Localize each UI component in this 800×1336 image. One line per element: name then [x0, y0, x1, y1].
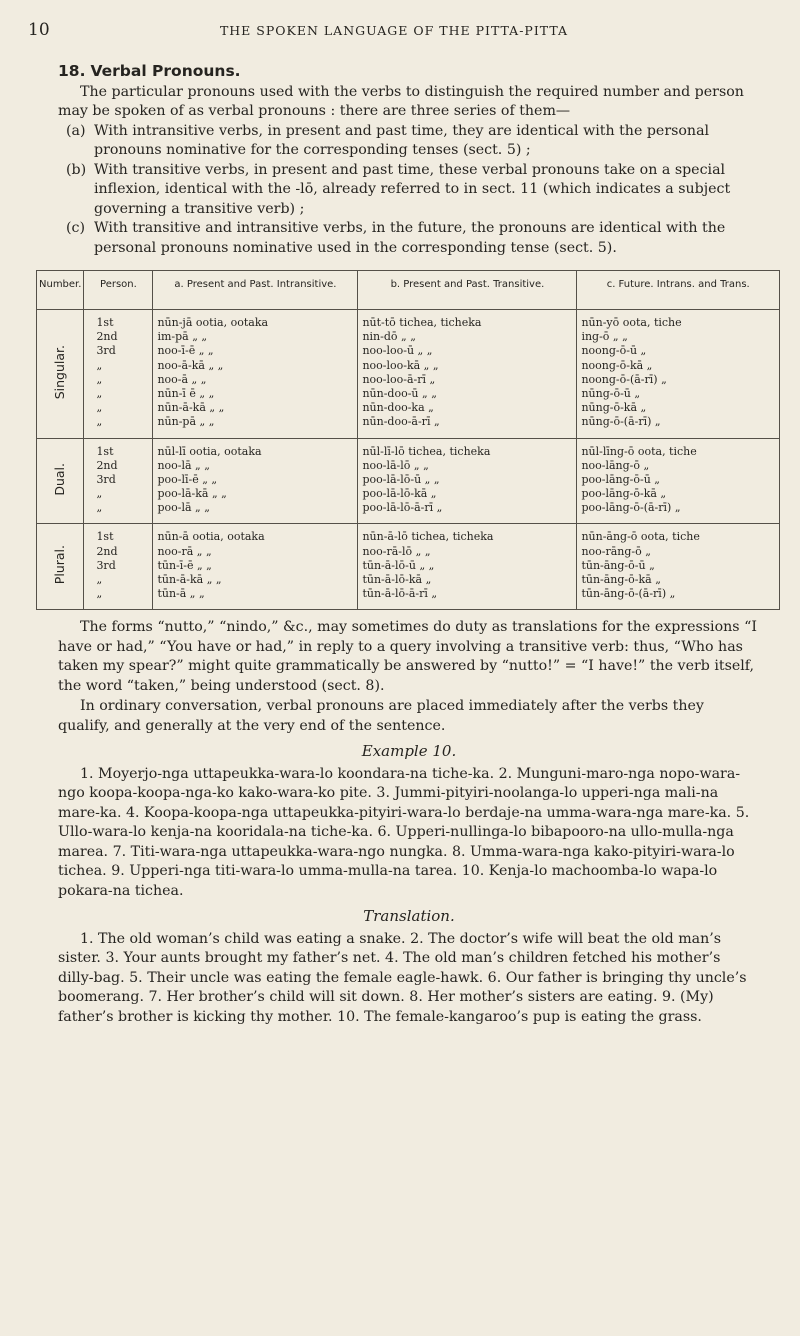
transitive-form-entry: poo-lā-lō-ā-rī „ [362, 501, 443, 515]
future-form-entry: noong-ō-kā „ [581, 358, 653, 372]
future-form-entry: noong-ō-ū „ [581, 344, 647, 358]
transitive-form-cell [358, 524, 577, 610]
future-form-entry: poo-lāng-ō-kā „ [581, 487, 667, 501]
future-form-cell [577, 438, 780, 524]
intransitive-form-entry: nūn-ā-kā „ „ [157, 401, 225, 415]
transitive-form-entry: nin-dō „ „ [362, 330, 416, 344]
future-form-cell [577, 310, 780, 439]
intransitive-form-cell [153, 438, 358, 524]
transitive-form-entry: noo-lā-lō „ „ [362, 458, 429, 472]
person-entry: „ [96, 587, 103, 601]
transitive-form-entry: nūt-tō tichea, ticheka [362, 316, 482, 329]
example-text: 1. Moyerjo-nga uttapeukka-wara-lo koondara-na tiche-ka. 2. Munguni-maro-nga nopo-wara-ngo koopa-koopa-nga-ko kako-wara-ko pite. 3. Jummi-pityiri-noolanga-lo upperi-nga mali-na mare-ka. 4. Koopa-koopa-nga uttapeukka-pityiri-wara-lo berdaje-na umma-wara-nga mare-ka. 5. Ullo-wara-lo kenja-na kooridala-na tiche-ka. 6. Upperi-nullinga-lo bibapooro-na ullo-mulla-nga marea. 7. Titi-wara-nga uttapeukka-wara-ngo nungka. 8. Umma-wara-nga kako-pityiri-wara-lo tichea. 9. Upperi-nga titi-wara-lo umma-mulla-na tarea. 10. Kenja-lo machoomba-lo wapa-lo pokara-na tichea. [58, 765, 750, 899]
intransitive-form-entry: nūn-ā ootia, ootaka [157, 530, 265, 544]
future-form-entry: tūn-āng-ō-kā „ [581, 573, 661, 586]
person-entry: 2nd [96, 544, 118, 558]
intransitive-form-cell [153, 524, 358, 610]
person-entry: „ [96, 386, 103, 400]
future-form-cell [577, 524, 780, 610]
future-form-entry: nūl-līng-ō oota, tiche [581, 444, 697, 458]
transitive-form-entry: poo-lā-lō-kā „ [362, 487, 437, 501]
page-number: 10 [28, 20, 50, 40]
future-form-entry: nūng-ō-kā „ [581, 401, 647, 415]
paragraph-conversation: In ordinary conversation, verbal pronouns are placed immediately after the verbs they qualify, and generally at the very end of the sentence. [58, 698, 704, 734]
number-cell [37, 310, 84, 439]
transitive-form-entry: nūn-doo-ka „ [362, 401, 434, 415]
future-form-entry: nūn-āng-ō oota, tiche [581, 530, 700, 544]
person-entry: „ [96, 415, 103, 429]
section-heading [58, 62, 760, 82]
future-form-entry: noo-rāng-ō „ [581, 544, 651, 558]
future-form-entry: ing-ō „ „ [581, 330, 628, 344]
rule-item [66, 122, 760, 161]
section-intro: The particular pronouns used with the verbs to distinguish the required number and person may be spoken of as verbal pronouns : there are three series of them— [58, 83, 744, 119]
person-entry: „ [96, 501, 103, 515]
intransitive-form-entry: noo-lā „ „ [157, 458, 210, 472]
future-form-entry: tūn-āng-ō-(ā-rī) „ [581, 587, 676, 601]
rule-label: (c) [66, 220, 86, 236]
rule-text: With transitive and intransitive verbs, in the future, the pronouns are identical with the personal pronouns nominative used in the corresponding tense (sect. 5). [94, 220, 726, 256]
page-header [28, 20, 760, 44]
intransitive-form-entry: nūl-lī ootia, ootaka [157, 444, 262, 458]
person-entry: „ [96, 401, 103, 415]
rule-list [58, 122, 760, 259]
rule-item [66, 219, 760, 258]
person-entry: „ [96, 358, 103, 372]
person-cell [84, 310, 153, 439]
transitive-form-entry: noo-loo-ā-rī „ [362, 372, 436, 386]
table-row [37, 438, 780, 524]
number-label: Plural. [52, 545, 68, 585]
transitive-form-entry: noo-loo-kā „ „ [362, 358, 439, 372]
transitive-form-cell [358, 438, 577, 524]
transitive-form-entry: poo-lā-lō-ū „ „ [362, 472, 440, 486]
intransitive-form-entry: nūn-jā ootia, ootaka [157, 316, 269, 329]
intransitive-form-entry: poo-lā-kā „ „ [157, 487, 227, 501]
intransitive-form-entry: noo-rā „ „ [157, 544, 212, 558]
person-entry: „ [96, 372, 103, 386]
person-entry: 1st [96, 316, 114, 329]
table-row [37, 524, 780, 610]
rule-text: With transitive verbs, in present and past time, these verbal pronouns take on a special inflexion, identical with the -lō, already referred to in sect. 11 (which indicates a subject governing a transitive verb) ; [94, 161, 731, 217]
intransitive-form-entry: noo-ā-kā „ „ [157, 358, 224, 372]
intransitive-form-entry: nūn-ī ē „ „ [157, 386, 215, 400]
col-header-b: b. Present and Past. Transitive. [358, 271, 577, 310]
page-body [39, 62, 760, 1027]
col-header-c: c. Future. Intrans. and Trans. [577, 271, 780, 310]
transitive-form-entry: nūn-doo-ā-rī „ [362, 415, 440, 429]
rule-text: With intransitive verbs, in present and past time, they are identical with the personal pronouns nominative for the corresponding tenses (sect. 5) ; [94, 122, 710, 158]
transitive-form-entry: noo-loo-ū „ „ [362, 344, 433, 358]
number-cell [37, 524, 84, 610]
rule-label: (a) [66, 122, 86, 139]
translation-heading: Translation. [363, 907, 455, 926]
person-entry: 3rd [96, 558, 116, 572]
future-form-entry: noo-lāng-ō „ [581, 458, 650, 472]
transitive-form-cell [358, 310, 577, 439]
paragraph-forms: The forms “nutto,” “nindo,” &c., may sometimes do duty as translations for the expressions “I have or had,” “You have or had,” in reply to a query involving a transitive verb: thus, “Who has taken my spear?” might quite grammatically be answered by “nutto!” = “I have!” the verb itself, the word “taken,” being understood (sect. 8). [58, 619, 757, 694]
person-entry: 3rd [96, 344, 116, 358]
example-heading: Example 10. [361, 742, 457, 761]
intransitive-form-entry: noo-ī-ē „ „ [157, 344, 214, 358]
intransitive-form-entry: tūn-ā-kā „ „ [157, 573, 222, 586]
person-entry: 2nd [96, 458, 118, 472]
intransitive-form-entry: poo-lī-ē „ „ [157, 472, 218, 486]
person-cell [84, 438, 153, 524]
person-entry: 3rd [96, 472, 116, 486]
intransitive-form-cell [153, 310, 358, 439]
future-form-entry: noong-ō-(ā-rī) „ [581, 372, 667, 386]
intransitive-form-entry: noo-ā „ „ [157, 372, 207, 386]
running-title: THE SPOKEN LANGUAGE OF THE PITTA-PITTA [219, 23, 569, 38]
future-form-entry: tūn-āng-ō-ū „ [581, 558, 655, 572]
section-title: Verbal Pronouns. [90, 62, 241, 80]
verbal-pronoun-table [36, 270, 780, 610]
transitive-form-entry: nūl-lī-lō tichea, ticheka [362, 444, 491, 458]
col-header-a: a. Present and Past. Intransitive. [153, 271, 358, 310]
transitive-form-entry: tūn-ā-lō-ā-rī „ [362, 587, 438, 601]
intransitive-form-entry: tūn-ī-ē „ „ [157, 558, 212, 572]
rule-label: (b) [66, 161, 87, 178]
person-entry: „ [96, 573, 103, 586]
intransitive-form-entry: nūn-pā „ „ [157, 415, 215, 429]
number-cell [37, 438, 84, 524]
person-entry: 1st [96, 530, 114, 544]
person-entry: 1st [96, 444, 114, 458]
future-form-entry: poo-lāng-ō-(ā-rī) „ [581, 501, 681, 515]
future-form-entry: nūng-ō-ū „ [581, 386, 641, 400]
col-header-number: Number. [37, 271, 84, 310]
transitive-form-entry: tūn-ā-lō-kā „ [362, 573, 432, 586]
future-form-entry: nūng-ō-(ā-rī) „ [581, 415, 661, 429]
translation-text: 1. The old woman’s child was eating a snake. 2. The doctor’s wife will beat the old man’s sister. 3. Your aunts brought my father’s net. 4. The old man’s children fetched his mother’s dilly-bag. 5. Their uncle was eating the female eagle-hawk. 6. Our father is bringing thy uncle’s boomerang. 7. Her brother’s child will sit down. 8. Her mother’s sisters are eating. 9. (My) father’s brother is kicking thy mother. 10. The female-kangaroo’s pup is eating the grass. [58, 930, 747, 1025]
table-row [37, 310, 780, 439]
transitive-form-entry: tūn-ā-lō-ū „ „ [362, 558, 435, 572]
number-label: Dual. [52, 462, 68, 496]
intransitive-form-entry: poo-lā „ „ [157, 501, 210, 515]
section-number: 18. [58, 62, 86, 80]
future-form-entry: poo-lāng-ō-ū „ [581, 472, 660, 486]
table-header-row [37, 271, 780, 310]
transitive-form-entry: nūn-doo-ū „ „ [362, 386, 437, 400]
intransitive-form-entry: im-pā „ „ [157, 330, 208, 344]
number-label: Singular. [52, 344, 68, 399]
table-body [37, 310, 780, 610]
transitive-form-entry: nūn-ā-lō tichea, ticheka [362, 530, 494, 544]
intransitive-form-entry: tūn-ā „ „ [157, 587, 205, 601]
col-header-person: Person. [84, 271, 153, 310]
transitive-form-entry: noo-rā-lō „ „ [362, 544, 431, 558]
rule-item [66, 161, 760, 220]
person-entry: 2nd [96, 330, 118, 344]
person-cell [84, 524, 153, 610]
future-form-entry: nūn-yō oota, tiche [581, 316, 682, 329]
person-entry: „ [96, 487, 103, 501]
